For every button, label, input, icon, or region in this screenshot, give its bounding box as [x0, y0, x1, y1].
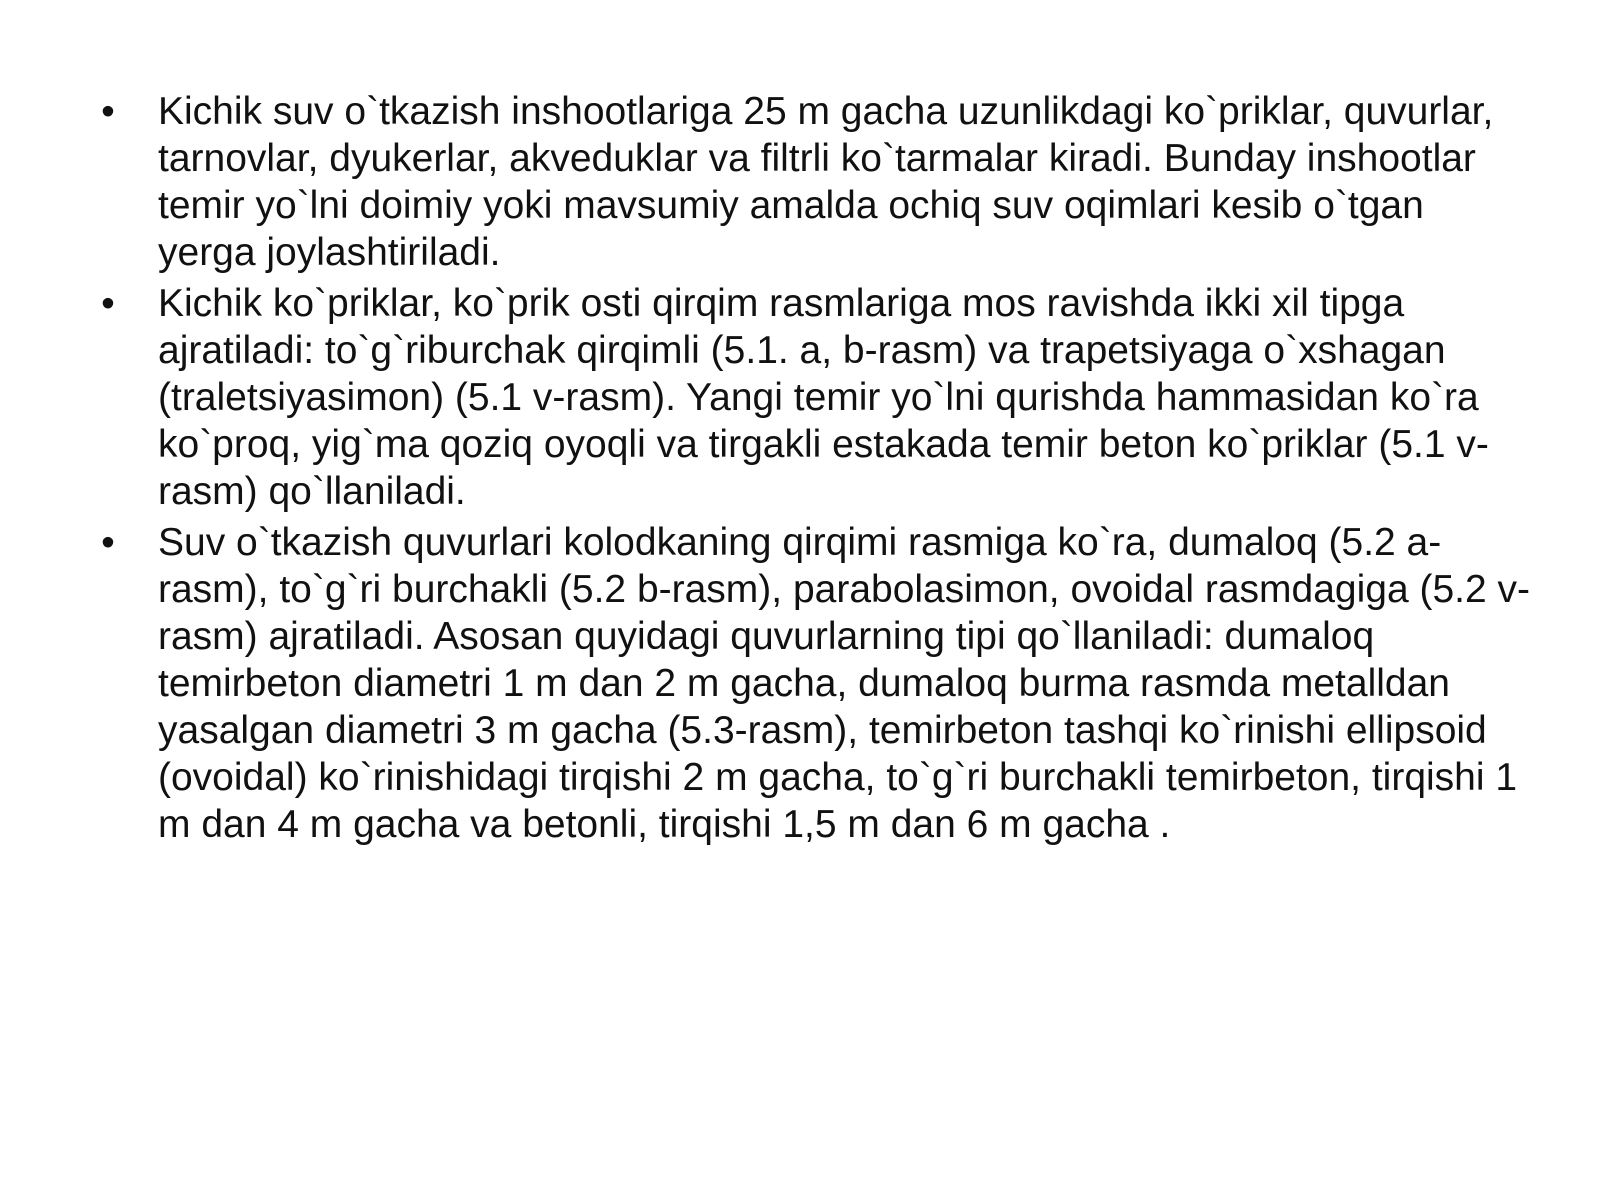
bullet-dot-icon: •: [101, 282, 115, 325]
bullet-list: [92, 88, 1532, 848]
bullet-text-1: Kichik suv o`tkazish inshootlariga 25 m gacha uzunlikdagi ko`priklar, quvurlar, tarnovlar, dyukerlar, akveduklar va filtrli ko`tarmalar kiradi. Bunday inshootlar temir yo`lni doimiy yoki mavsumiy amalda ochiq suv oqimlari kesib o`tgan yerga joylashtiriladi.: [158, 90, 1494, 274]
bullet-dot-icon: •: [101, 521, 115, 564]
bullet-dot-icon: •: [101, 90, 115, 133]
bullet-text-2: Kichik ko`priklar, ko`prik osti qirqim rasmlariga mos ravishda ikki xil tipga ajratiladi: to`g`riburchak qirqimli (5.1. a, b-rasm) va trapetsiyaga o`xshagan (traletsiyasimon) (5.1 v-rasm). Yangi temir yo`lni qurishda hammasidan ko`ra ko`proq, yig`ma qoziq oyoqli va tirgakli estakada temir beton ko`priklar (5.1 v-rasm) qo`llaniladi.: [158, 282, 1489, 513]
bullet-item-2: [92, 280, 1532, 515]
slide-content: [92, 88, 1532, 852]
bullet-text-3: Suv o`tkazish quvurlari kolodkaning qirqimi rasmiga ko`ra, dumaloq (5.2 a-rasm), to`g`ri burchakli (5.2 b-rasm), parabolasimon, ovoidal rasmdagiga (5.2 v-rasm) ajratiladi. Asosan quyidagi quvurlarning tipi qo`llaniladi: dumaloq temirbeton diametri 1 m dan 2 m gacha, dumaloq burma rasmda metalldan yasalgan diametri 3 m gacha (5.3-rasm), temirbeton tashqi ko`rinishi ellipsoid (ovoidal) ko`rinishidagi tirqishi 2 m gacha, to`g`ri burchakli temirbeton, tirqishi 1 m dan 4 m gacha va betonli, tirqishi 1,5 m dan 6 m gacha .: [158, 521, 1531, 846]
bullet-item-3: [92, 519, 1532, 848]
bullet-item-1: [92, 88, 1532, 276]
